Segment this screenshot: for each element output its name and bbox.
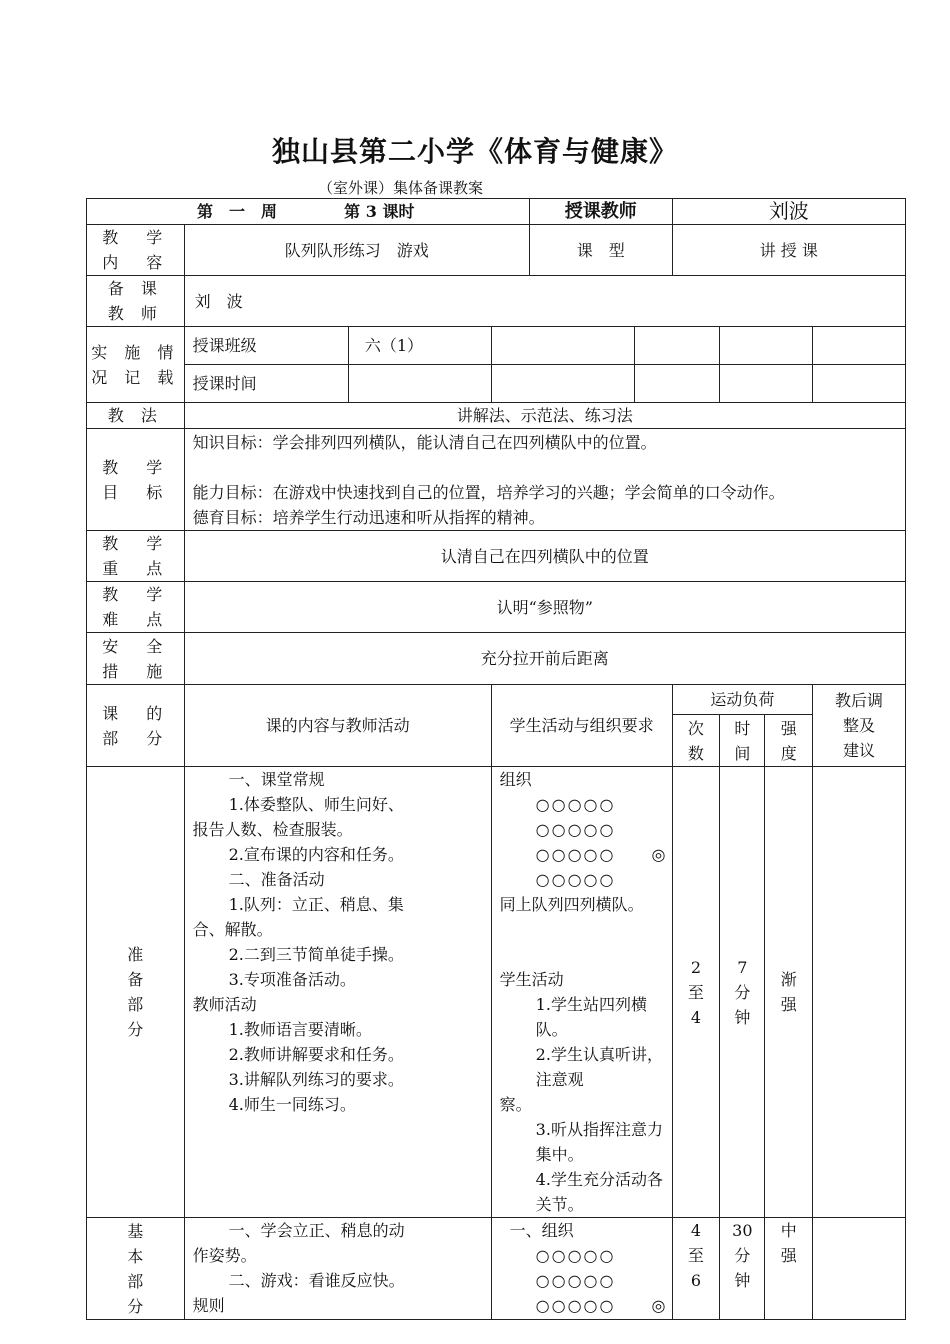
formation-row: ○○○○○ — [535, 795, 616, 814]
prep-teacher-row — [87, 276, 906, 327]
content-label: 教 学 内 容 — [87, 225, 185, 276]
formation-row: ○○○○○ — [535, 820, 616, 839]
impl-blank-6 — [634, 365, 720, 403]
lesson-plan-table — [86, 198, 906, 1320]
list-item: 4.师生一同练习。 — [228, 1095, 356, 1114]
difficulty-row — [87, 582, 906, 633]
part-header: 课 的 部 分 — [87, 685, 185, 767]
basic-section-row — [87, 1218, 906, 1320]
knowledge-goal: 知识目标：学会排列四列横队，能认清自己在四列横队中的位置。 — [192, 433, 657, 452]
list-item: 1.教师语言要清晰。 — [228, 1020, 372, 1039]
formation-row: ○○○○○ ◎ — [535, 845, 668, 864]
load-header: 运动负荷 — [672, 685, 812, 715]
formation-row: ○○○○○ — [535, 1246, 616, 1265]
list-item: 1.队列：立正、稍息、集 — [228, 895, 404, 914]
prep-teacher-value: 刘 波 — [184, 276, 905, 327]
basic-duration: 30 分 钟 — [720, 1218, 765, 1320]
difficulty-label: 教 学 难 点 — [87, 582, 185, 633]
impl-blank-7 — [720, 365, 813, 403]
impl-blank-3 — [720, 327, 813, 365]
list-item: 2.学生认真听讲，注意观 — [535, 1045, 663, 1089]
goals-row — [87, 429, 906, 531]
list-item: 同上队列四列横队。 — [499, 895, 644, 914]
basic-student-activities — [491, 1218, 672, 1320]
prep-section-label: 准 备 部 分 — [87, 767, 185, 1218]
header-row — [87, 199, 906, 225]
type-value: 讲 授 课 — [672, 225, 905, 276]
blank-line — [500, 917, 668, 942]
impl-blank-4 — [813, 327, 906, 365]
ability-goal: 能力目标：在游戏中快速找到自己的位置，培养学习的兴趣；学会简单的口令动作。 — [192, 483, 785, 502]
formation-row: ○○○○○ — [535, 1271, 616, 1290]
list-item: 规则 — [192, 1296, 225, 1315]
impl-row-2 — [87, 365, 906, 403]
list-item: 合、解散。 — [192, 920, 273, 939]
class-label: 授课班级 — [184, 327, 348, 365]
basic-times: 4 至 6 — [672, 1218, 720, 1320]
formation-row: ○○○○○ ◎ — [535, 1296, 668, 1315]
page-title: 独山县第二小学《体育与健康》 — [271, 135, 678, 168]
list-item: 教师活动 — [192, 995, 257, 1014]
content-row — [87, 225, 906, 276]
times-header: 次 数 — [672, 715, 720, 767]
prep-section-row — [87, 767, 906, 1218]
method-row — [87, 403, 906, 429]
list-item: 3.专项准备活动。 — [228, 970, 356, 989]
impl-label: 实 施 情 况 记 载 — [87, 327, 185, 403]
list-item: 二、准备活动 — [228, 870, 325, 889]
difficulty-value: 认明“参照物” — [184, 582, 905, 633]
goals-label: 教 学 目 标 — [87, 429, 185, 531]
basic-after-notes — [813, 1218, 906, 1320]
prep-intensity: 渐 强 — [765, 767, 813, 1218]
key-value: 认清自己在四列横队中的位置 — [184, 531, 905, 582]
impl-blank-8 — [813, 365, 906, 403]
key-label: 教 学 重 点 — [87, 531, 185, 582]
impl-row-1 — [87, 327, 906, 365]
goals-value — [184, 429, 905, 531]
safety-value: 充分拉开前后距离 — [184, 633, 905, 685]
time-value — [348, 365, 491, 403]
key-row — [87, 531, 906, 582]
prep-teacher-label: 备 课 教 师 — [87, 276, 185, 327]
impl-blank-1 — [491, 327, 634, 365]
formation-row: ○○○○○ — [535, 870, 616, 889]
safety-label: 安 全 措 施 — [87, 633, 185, 685]
list-item: 作姿势。 — [192, 1246, 257, 1265]
type-label: 课 型 — [529, 225, 672, 276]
duration-header: 时 间 — [720, 715, 765, 767]
moral-goal: 德育目标：培养学生行动迅速和听从指挥的精神。 — [192, 508, 545, 527]
week-lesson-cell — [87, 199, 530, 225]
class-value: 六（1） — [348, 327, 491, 365]
safety-row — [87, 633, 906, 685]
list-item: 报告人数、检查服装。 — [192, 820, 353, 839]
list-item: 1.体委整队、师生问好、 — [228, 795, 404, 814]
impl-blank-2 — [634, 327, 720, 365]
list-item: 一、学会立正、稍息的动 — [228, 1221, 405, 1240]
student-activity-header: 学生活动与组织要求 — [491, 685, 672, 767]
lesson-label: 第 3 课时 — [344, 202, 415, 221]
list-item: 3.听从指挥注意力集中。 — [535, 1120, 663, 1164]
teacher-activity-header: 课的内容与教师活动 — [184, 685, 491, 767]
list-item: 2.二到三节简单徒手操。 — [228, 945, 404, 964]
blank-line — [500, 942, 668, 967]
week-label: 第 一 周 — [197, 202, 278, 221]
method-value: 讲解法、示范法、练习法 — [184, 403, 905, 429]
basic-section-label: 基 本 部 分 — [87, 1218, 185, 1320]
prep-duration: 7 分 钟 — [720, 767, 765, 1218]
page-subtitle: （室外课）集体备课教案 — [318, 179, 484, 197]
list-item: 一、组织 — [509, 1221, 574, 1240]
list-item: 一、课堂常规 — [228, 770, 325, 789]
teacher-label: 授课教师 — [529, 199, 672, 225]
list-item: 3.讲解队列练习的要求。 — [228, 1070, 404, 1089]
basic-teacher-activities — [184, 1218, 491, 1320]
time-label: 授课时间 — [184, 365, 348, 403]
prep-student-activities — [491, 767, 672, 1218]
teacher-name: 刘波 — [672, 199, 905, 225]
content-value: 队列队形练习 游戏 — [184, 225, 529, 276]
basic-intensity: 中 强 — [765, 1218, 813, 1320]
list-item: 2.教师讲解要求和任务。 — [228, 1045, 404, 1064]
after-header: 教后调 整及 建议 — [813, 685, 906, 767]
prep-teacher-activities — [184, 767, 491, 1218]
columns-head-row-1 — [87, 685, 906, 715]
list-item: 2.宣布课的内容和任务。 — [228, 845, 404, 864]
prep-times: 2 至 4 — [672, 767, 720, 1218]
intensity-header: 强 度 — [765, 715, 813, 767]
list-item: 二、游戏：看谁反应快。 — [228, 1271, 405, 1290]
list-item: 4.学生充分活动各关节。 — [535, 1170, 663, 1214]
method-label: 教 法 — [87, 403, 185, 429]
list-item: 察。 — [499, 1095, 532, 1114]
prep-after-notes — [813, 767, 906, 1218]
list-item: 组织 — [499, 770, 532, 789]
list-item: 1.学生站四列横队。 — [535, 995, 647, 1039]
list-item: 学生活动 — [499, 970, 564, 989]
impl-blank-5 — [491, 365, 634, 403]
